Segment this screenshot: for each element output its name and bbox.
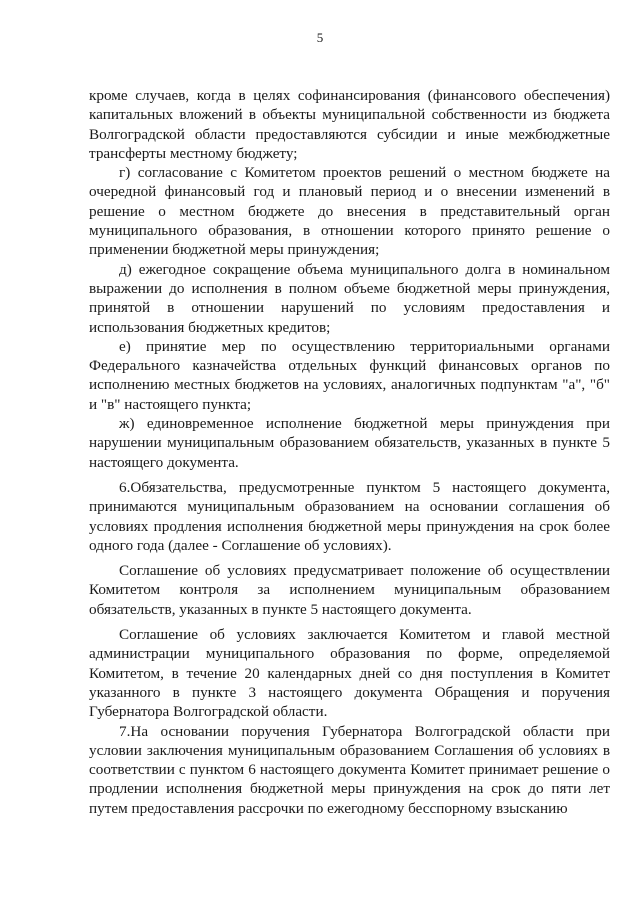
paragraph-item-zh: ж) единовременное исполнение бюджетной меры принуждения при нарушении муниципальным образованием обязательств, указанных в пункте 5 настоящего документа.: [89, 415, 610, 471]
paragraph-continuation: кроме случаев, когда в целях софинансирования (финансового обеспечения) капитальных вложений в объекты муниципальной собственности из бюджета Волгоградской области предоставляются субсидии и иные межбюджетные трансферты местному бюджету;: [89, 87, 610, 162]
paragraph-item-g: г) согласование с Комитетом проектов решений о местном бюджете на очередной финансовый год и плановый период и о внесении изменений в решение о местном бюджете до внесения в представительный орган муниципального образования, в отношении которого принято решение о применении бюджетной меры принуждения;: [89, 164, 610, 259]
paragraph-clause-7: 7.На основании поручения Губернатора Волгоградской области при условии заключения муниципальным образованием Соглашения об условиях в соответствии с пунктом 6 настоящего документа Комитет принимает решение о продлении исполнения бюджетной меры принуждения на срок до пяти лет путем предоставления рассрочки по ежегодному бесспорному взысканию: [89, 722, 610, 817]
paragraph-agreement-control: Соглашение об условиях предусматривает положение об осуществлении Комитетом контроля за исполнением муниципальным образованием обязательств, указанных в пункте 5 настоящего документа.: [89, 562, 610, 618]
paragraph-clause-6: 6.Обязательства, предусмотренные пунктом 5 настоящего документа, принимаются муниципальным образованием на основании соглашения об условиях продления исполнения бюджетной меры принуждения на срок более одного года (далее - Соглашение об условиях).: [89, 478, 610, 554]
paragraph-item-e: е) принятие мер по осуществлению территориальными органами Федерального казначейства отдельных функций финансовых органов по исполнению местных бюджетов на условиях, аналогичных подпунктам "а", "б" и "в" настоящего пункта;: [89, 337, 610, 413]
paragraph-item-d: д) ежегодное сокращение объема муниципального долга в номинальном выражении до исполнения в полном объеме бюджетной меры принуждения, принятой в отношении нарушений по условиям предоставления и использования бюджетных кредитов;: [89, 260, 610, 336]
document-body: [89, 86, 610, 818]
page-number: 5: [316, 30, 324, 45]
paragraph-agreement-conclusion: Соглашение об условиях заключается Комитетом и главой местной администрации муниципального образования по форме, определяемой Комитетом, в течение 20 календарных дней со дня поступления в Комитет указанного в пункте 3 настоящего документа Обращения и поручения Губернатора Волгоградской области.: [89, 626, 610, 721]
